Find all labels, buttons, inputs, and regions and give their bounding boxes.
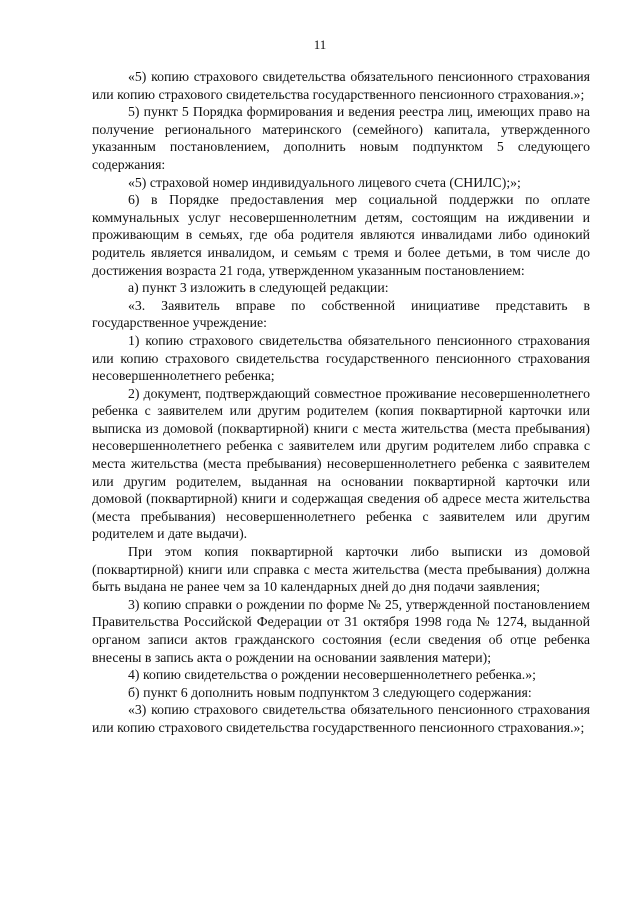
- paragraph-10: 3) копию справки о рождении по форме № 25, утвержденной постановлением Правительства Российской Федерации от 31 октября 1998 года № 1274, выданной органом записи актов гражданского состояния (если сведения об отце ребенка внесены в запись акта о рождении на основании заявления матери);: [92, 596, 590, 665]
- paragraph-5: а) пункт 3 изложить в следующей редакции:: [128, 280, 389, 296]
- paragraph-1: «5) копию страхового свидетельства обязательного пенсионного страхования или копию страхового свидетельства государственного пенсионного страхования.»;: [92, 69, 590, 102]
- paragraph-13: «3) копию страхового свидетельства обязательного пенсионного страхования или копию страхового свидетельства государственного пенсионного страхования.»;: [92, 702, 590, 735]
- paragraph-6: «3. Заявитель вправе по собственной инициативе представить в государственное учреждение:: [92, 297, 590, 331]
- page-number: 11: [313, 37, 327, 52]
- paragraph-12: б) пункт 6 дополнить новым подпунктом 3 следующего содержания:: [128, 684, 532, 700]
- paragraph-3: «5) страховой номер индивидуального лицевого счета (СНИЛС);»;: [128, 174, 521, 190]
- paragraph-2: 5) пункт 5 Порядка формирования и ведения реестра лиц, имеющих право на получение регионального материнского (семейного) капитала, утвержденного указанным постановлением, дополнить новым подпунктом 5 следующего содержания:: [92, 104, 590, 172]
- document-body: [92, 68, 590, 737]
- paragraph-4: 6) в Порядке предоставления мер социальной поддержки по оплате коммунальных услуг несовершеннолетним детям, состоящим на иждивении и проживающим в семьях, где оба родителя являются инвалидами либо одинокий родитель является инвалидом, и семьям с тремя и более детьми, в том числе до достижения возраста 21 года, утвержденном указанным постановлением:: [92, 192, 590, 278]
- paragraph-9: При этом копия поквартирной карточки либо выписки из домовой (поквартирной) книги или справка с места жительства (места пребывания) должна быть выдана не ранее чем за 10 календарных дней до дня подачи заявления;: [92, 544, 590, 595]
- paragraph-8: 2) документ, подтверждающий совместное проживание несовершеннолетнего ребенка с заявителем или другим родителем (копия поквартирной карточки или выписка из домовой (поквартирной) книги с места жительства (места пребывания) несовершеннолетнего ребенка с заявителем или другим родителем либо справка с места жительства (места пребывания) несовершеннолетнего ребенка с заявителем или другим родителем, выданная на основании поквартирной карточки или домовой (поквартирной) книги и содержащая сведения об адресе места жительства (места пребывания) несовершеннолетнего ребенка с заявителем или другим родителем и дате выдачи).: [92, 385, 590, 542]
- paragraph-7: 1) копию страхового свидетельства обязательного пенсионного страхования или копию страхового свидетельства государственного пенсионного страхования несовершеннолетнего ребенка;: [92, 332, 590, 384]
- paragraph-11: 4) копию свидетельства о рождении несовершеннолетнего ребенка.»;: [128, 667, 536, 683]
